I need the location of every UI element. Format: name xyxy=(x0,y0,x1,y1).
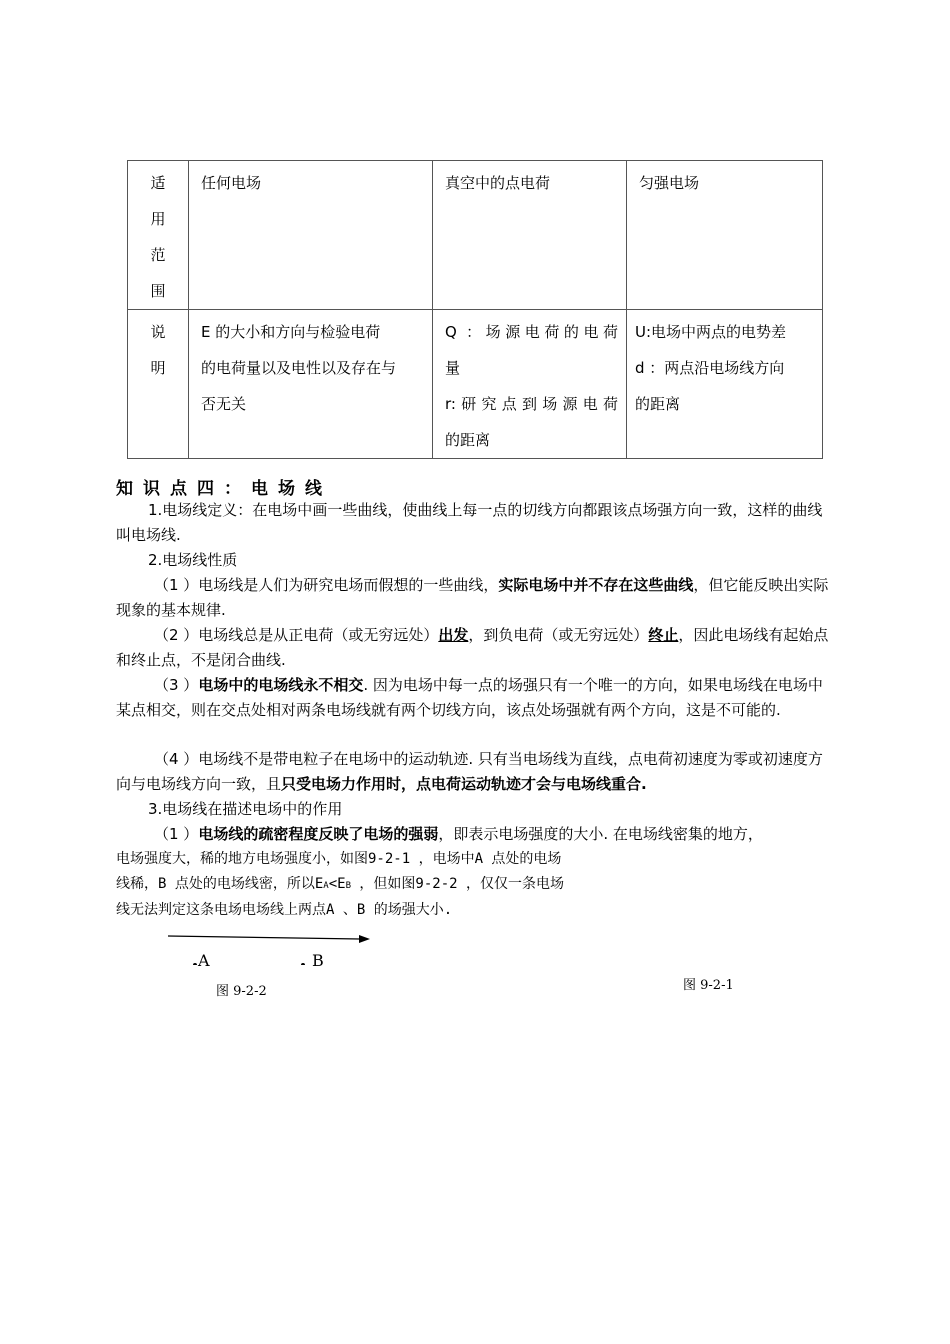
paragraph-property-1: （1 ）电场线是人们为研究电场而假想的一些曲线，实际电场中并不存在这些曲线，但它能反映出实际现象的基本规律. xyxy=(116,576,829,619)
row-label-char: 说 xyxy=(150,323,166,341)
point-a-dot xyxy=(193,963,197,965)
emphasis-text: 电场中的电场线永不相交 xyxy=(198,676,364,694)
paragraph-property-2: （2 ）电场线总是从正电荷（或无穷远处）出发，到负电荷（或无穷远处）终止，因此电场线有起始点和终止点，不是闭合曲线. xyxy=(116,626,829,669)
figure-caption-left: 图 9-2-2 xyxy=(216,984,267,999)
cell-text: 任何电场 xyxy=(201,174,262,192)
table-row xyxy=(128,310,823,459)
table-cell xyxy=(627,310,823,459)
paragraph-line: 线无法判定这条电场电场线上两点A 、B 的场强大小. xyxy=(116,902,453,918)
table-cell xyxy=(189,161,433,310)
cell-line: E 的大小和方向与检验电荷 xyxy=(201,323,381,341)
table-cell xyxy=(433,161,627,310)
figure-caption-right: 图 9-2-1 xyxy=(683,978,734,993)
row-label-char: 用 xyxy=(150,210,166,228)
field-line-figure xyxy=(160,925,390,965)
cell-line: U:电场中两点的电势差 xyxy=(635,323,787,341)
cell-line: 否无关 xyxy=(201,395,247,413)
paragraph-function-title: 3.电场线在描述电场中的作用 xyxy=(148,800,343,818)
row-label-char: 围 xyxy=(150,282,166,300)
emphasis-text: 出发 xyxy=(438,626,469,644)
field-line xyxy=(168,936,360,939)
table-cell xyxy=(189,310,433,459)
arrow-head-icon xyxy=(359,935,370,943)
cell-line: 的距离 xyxy=(635,395,681,413)
paragraph-line: 线稀，B 点处的电场线密，所以EA<EB ，但如图9-2-2 ，仅仅一条电场 xyxy=(116,876,565,892)
cell-line: 的距离 xyxy=(445,431,491,449)
paragraph-function-1: （1 ）电场线的疏密程度反映了电场的强弱，即表示电场强度的大小. 在电场线密集的地方， xyxy=(154,825,763,843)
emphasis-text: 实际电场中并不存在这些曲线 xyxy=(498,576,694,594)
row-label-char: 范 xyxy=(150,246,166,264)
table-row xyxy=(128,161,823,310)
section-heading: 知识点四：电场线 xyxy=(116,479,332,499)
paragraph-property-3: （3 ）电场中的电场线永不相交. 因为电场中每一点的场强只有一个唯一的方向，如果电场线在电场中某点相交，则在交点处相对两条电场线就有两个切线方向，该点处场强就有两个方向，这是不可能的. xyxy=(116,676,823,719)
emphasis-text: 电场线的疏密程度反映了电场的强弱 xyxy=(198,825,439,843)
emphasis-text: 只受电场力作用时，点电荷运动轨迹才会与电场线重合. xyxy=(281,774,647,793)
point-b-label: B xyxy=(312,951,324,970)
table-cell xyxy=(433,310,627,459)
point-a-label: A xyxy=(198,951,210,970)
paragraph-properties-title: 2.电场线性质 xyxy=(148,551,238,569)
row-label-cell xyxy=(128,161,189,310)
row-label-cell xyxy=(128,310,189,459)
row-label-char: 适 xyxy=(150,174,166,192)
emphasis-text: 终止 xyxy=(648,626,679,644)
cell-text: 匀强电场 xyxy=(639,174,700,192)
cell-line: r:研究点到场源电荷 xyxy=(445,395,618,413)
paragraph-line: 电场强度大，稀的地方电场强度小，如图9-2-1 ，电场中A 点处的电场 xyxy=(116,851,562,867)
paragraph-definition: 1.电场线定义：在电场中画一些曲线，使曲线上每一点的切线方向都跟该点场强方向一致，这样的曲线叫电场线. xyxy=(116,501,823,544)
cell-line: 的电荷量以及电性以及存在与 xyxy=(201,359,397,377)
cell-text: 真空中的点电荷 xyxy=(445,174,551,192)
cell-line: d ：两点沿电场线方向 xyxy=(635,359,785,377)
cell-line: Q ：场源电荷的电荷 xyxy=(445,323,618,341)
table-cell xyxy=(627,161,823,310)
cell-line: 量 xyxy=(445,359,461,377)
point-b-dot xyxy=(301,963,305,965)
paragraph-property-4: （4 ）电场线不是带电粒子在电场中的运动轨迹. 只有当电场线为直线，点电荷初速度为零或初速度方向与电场线方向一致，且只受电场力作用时，点电荷运动轨迹才会与电场线重合. xyxy=(116,750,823,793)
formula-comparison-table xyxy=(127,160,823,459)
row-label-char: 明 xyxy=(150,359,166,377)
